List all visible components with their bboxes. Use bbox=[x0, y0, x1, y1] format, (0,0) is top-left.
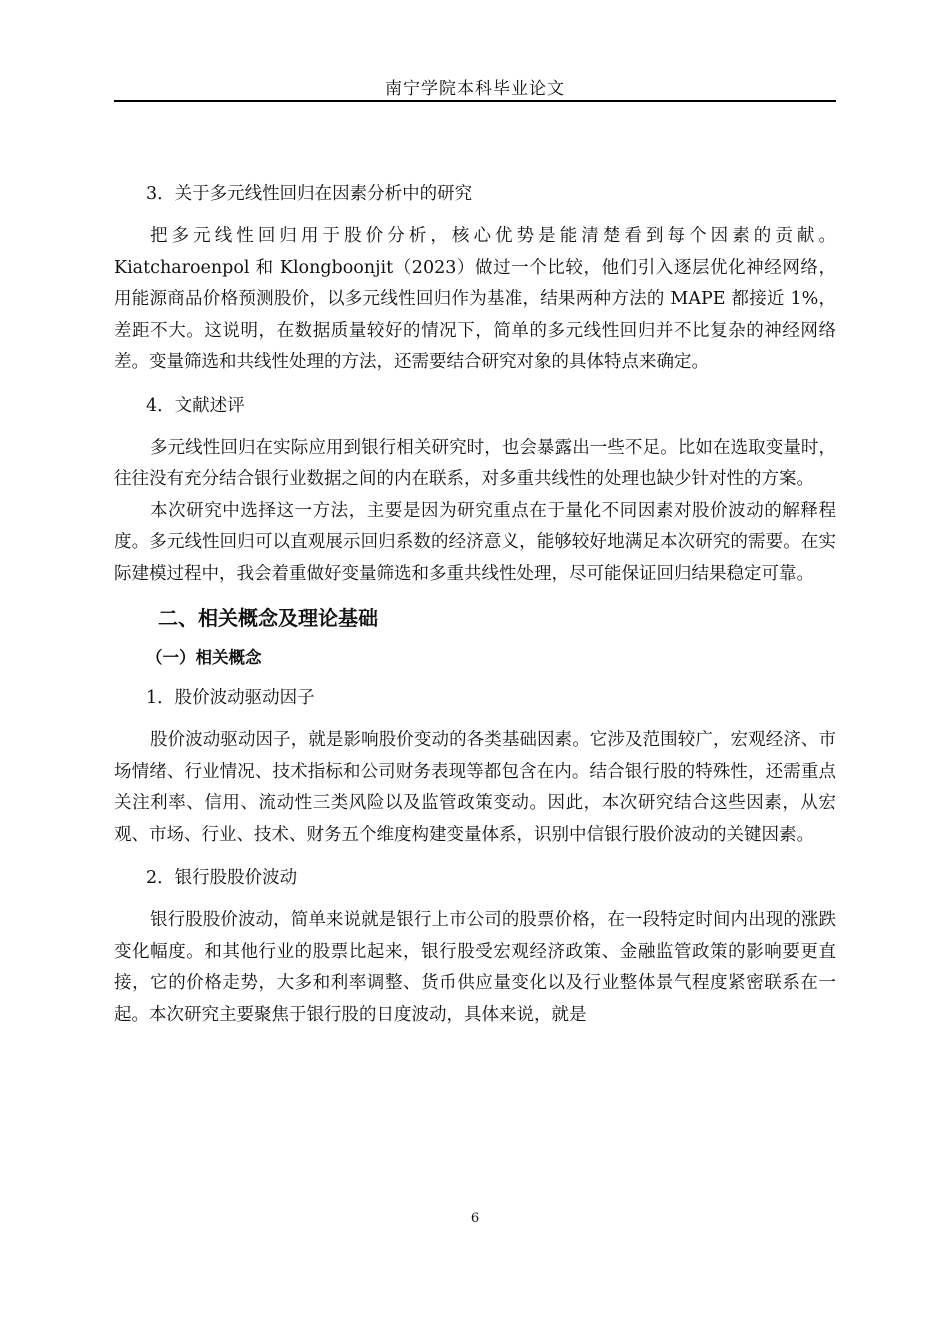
section-4-paragraph-2: 本次研究中选择这一方法，主要是因为研究重点在于量化不同因素对股价波动的解释程度。多元线性回归可以直观展示回归系数的经济意义，能够较好地满足本次研究的需要。在实际建模过程中，我会着重做好变量筛选和多重共线性处理，尽可能保证回归结果稳定可靠。 bbox=[114, 500, 836, 584]
concept-2-heading: 2．银行股股价波动 bbox=[146, 868, 298, 888]
page-number: 6 bbox=[470, 1211, 480, 1226]
chapter-heading: 二、相关概念及理论基础 bbox=[158, 606, 378, 630]
section-4-heading: 4．文献述评 bbox=[146, 395, 245, 416]
section-3-heading: 3．关于多元线性回归在因素分析中的研究 bbox=[146, 184, 473, 204]
page-body bbox=[114, 178, 836, 1042]
subsection-heading: （一）相关概念 bbox=[146, 648, 262, 667]
section-3-paragraph: 把多元线性回归用于股价分析，核心优势是能清楚看到每个因素的贡献。Kiatcharoenpol 和 Klongboonjit（2023）做过一个比较，他们引入逐层优化神经网络，用能源商品价格预测股价，以多元线性回归作为基准，结果两种方法的 MAPE 都接近 1%，差距不大。这说明，在数据质量较好的情况下，简单的多元线性回归并不比复杂的神经网络差。变量筛选和共线性处理的方法，还需要结合研究对象的具体特点来确定。 bbox=[114, 226, 836, 372]
concept-1-paragraph: 股价波动驱动因子，就是影响股价变动的各类基础因素。它涉及范围较广，宏观经济、市场情绪、行业情况、技术指标和公司财务表现等都包含在内。结合银行股的特殊性，还需重点关注利率、信用、流动性三类风险以及监管政策变动。因此，本次研究结合这些因素，从宏观、市场、行业、技术、财务五个维度构建变量体系，识别中信银行股价波动的关键因素。 bbox=[114, 730, 836, 845]
running-header: 南宁学院本科毕业论文 bbox=[385, 79, 565, 99]
concept-2-paragraph: 银行股股价波动，简单来说就是银行上市公司的股票价格，在一段特定时间内出现的涨跌变化幅度。和其他行业的股票比起来，银行股受宏观经济政策、金融监管政策的影响要更直接，它的价格走势，大多和利率调整、货币供应量变化以及行业整体景气程度紧密联系在一起。本次研究主要聚焦于银行股的日度波动，具体来说，就是 bbox=[114, 910, 836, 1025]
header-rule bbox=[114, 100, 836, 102]
concept-1-heading: 1．股价波动驱动因子 bbox=[146, 688, 315, 708]
section-4-paragraph-1: 多元线性回归在实际应用到银行相关研究时，也会暴露出一些不足。比如在选取变量时，往往没有充分结合银行业数据之间的内在联系，对多重共线性的处理也缺少针对性的方案。 bbox=[114, 437, 836, 489]
